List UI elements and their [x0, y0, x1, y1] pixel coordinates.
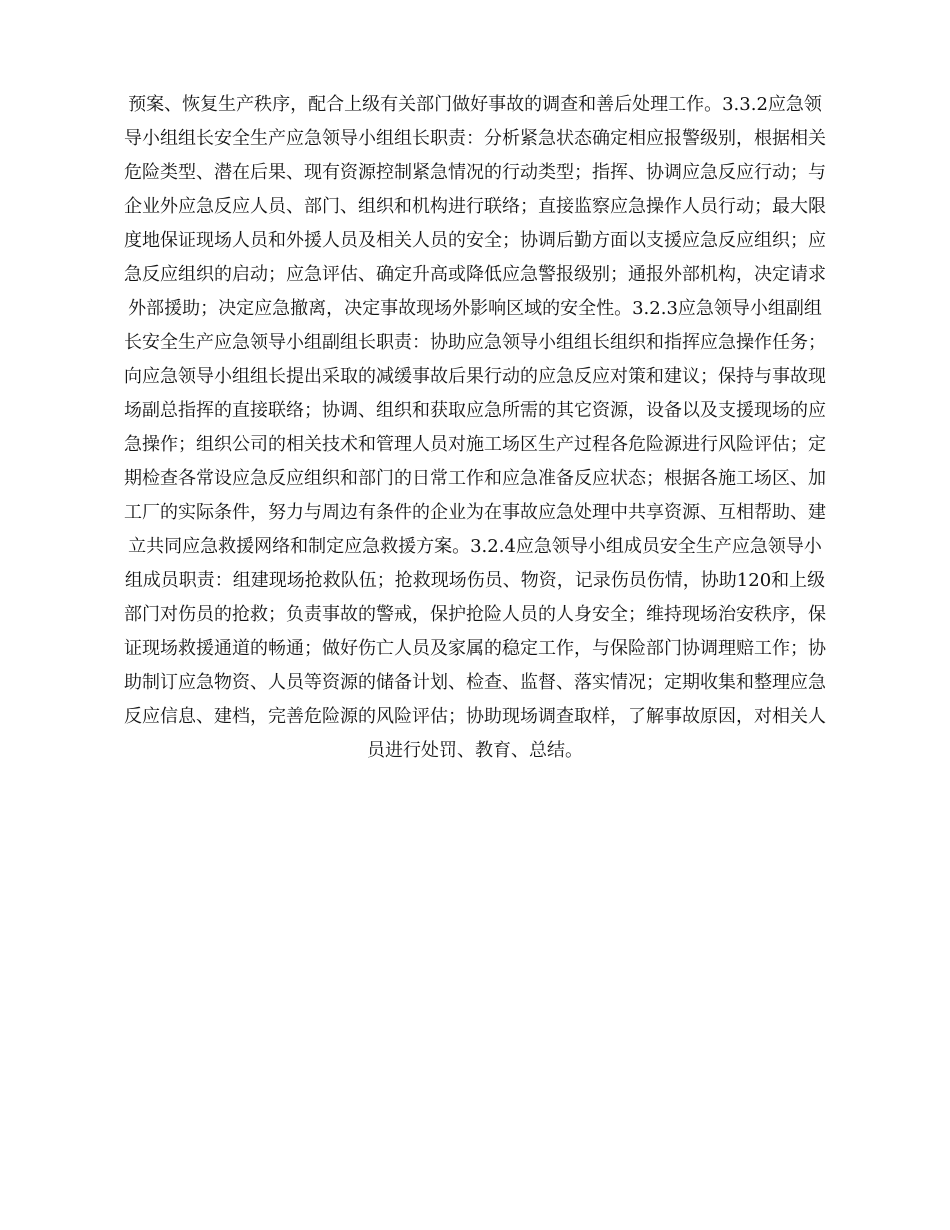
- text-line: 长安全生产应急领导小组副组长职责：协助应急领导小组组长组织和指挥应急操作任务；: [124, 332, 826, 353]
- text-line: 反应信息、建档，完善危险源的风险评估；协助现场调查取样，了解事故原因，对相关人: [124, 706, 826, 727]
- text-line: 立共同应急救援网络和制定应急救援方案。3.2.4应急领导小组成员安全生产应急领导小: [128, 536, 822, 557]
- text-line: 度地保证现场人员和外援人员及相关人员的安全；协调后勤方面以支援应急反应组织；应: [124, 230, 826, 251]
- text-line: 证现场救援通道的畅通；做好伤亡人员及家属的稳定工作，与保险部门协调理赔工作；协: [124, 638, 826, 659]
- text-line: 预案、恢复生产秩序，配合上级有关部门做好事故的调查和善后处理工作。3.3.2应急领: [128, 94, 822, 115]
- text-line: 急反应组织的启动；应急评估、确定升高或降低应急警报级别；通报外部机构，决定请求: [124, 264, 826, 285]
- text-line: 企业外应急反应人员、部门、组织和机构进行联络；直接监察应急操作人员行动；最大限: [124, 196, 826, 217]
- body-paragraph: [110, 88, 840, 768]
- text-line: 期检查各常设应急反应组织和部门的日常工作和应急准备反应状态；根据各施工场区、加: [124, 468, 826, 489]
- text-line: 部门对伤员的抢救；负责事故的警戒，保护抢险人员的人身安全；维持现场治安秩序，保: [124, 604, 826, 625]
- text-line: 导小组组长安全生产应急领导小组组长职责：分析紧急状态确定相应报警级别，根据相关: [124, 128, 826, 149]
- text-line-last: 员进行处罚、教育、总结。: [367, 740, 583, 761]
- text-line: 场副总指挥的直接联络；协调、组织和获取应急所需的其它资源，设备以及支援现场的应: [124, 400, 826, 421]
- text-line: 工厂的实际条件，努力与周边有条件的企业为在事故应急处理中共享资源、互相帮助、建: [124, 502, 826, 523]
- text-line: 急操作；组织公司的相关技术和管理人员对施工场区生产过程各危险源进行风险评估；定: [124, 434, 826, 455]
- text-line: 组成员职责：组建现场抢救队伍；抢救现场伤员、物资，记录伤员伤情，协助120和上级: [124, 570, 826, 591]
- text-line: 外部援助；决定应急撤离，决定事故现场外影响区域的安全性。3.2.3应急领导小组副组: [128, 298, 822, 319]
- text-line: 助制订应急物资、人员等资源的储备计划、检查、监督、落实情况；定期收集和整理应急: [124, 672, 826, 693]
- text-line: 危险类型、潜在后果、现有资源控制紧急情况的行动类型；指挥、协调应急反应行动；与: [124, 162, 826, 183]
- text-line: 向应急领导小组组长提出采取的减缓事故后果行动的应急反应对策和建议；保持与事故现: [124, 366, 826, 387]
